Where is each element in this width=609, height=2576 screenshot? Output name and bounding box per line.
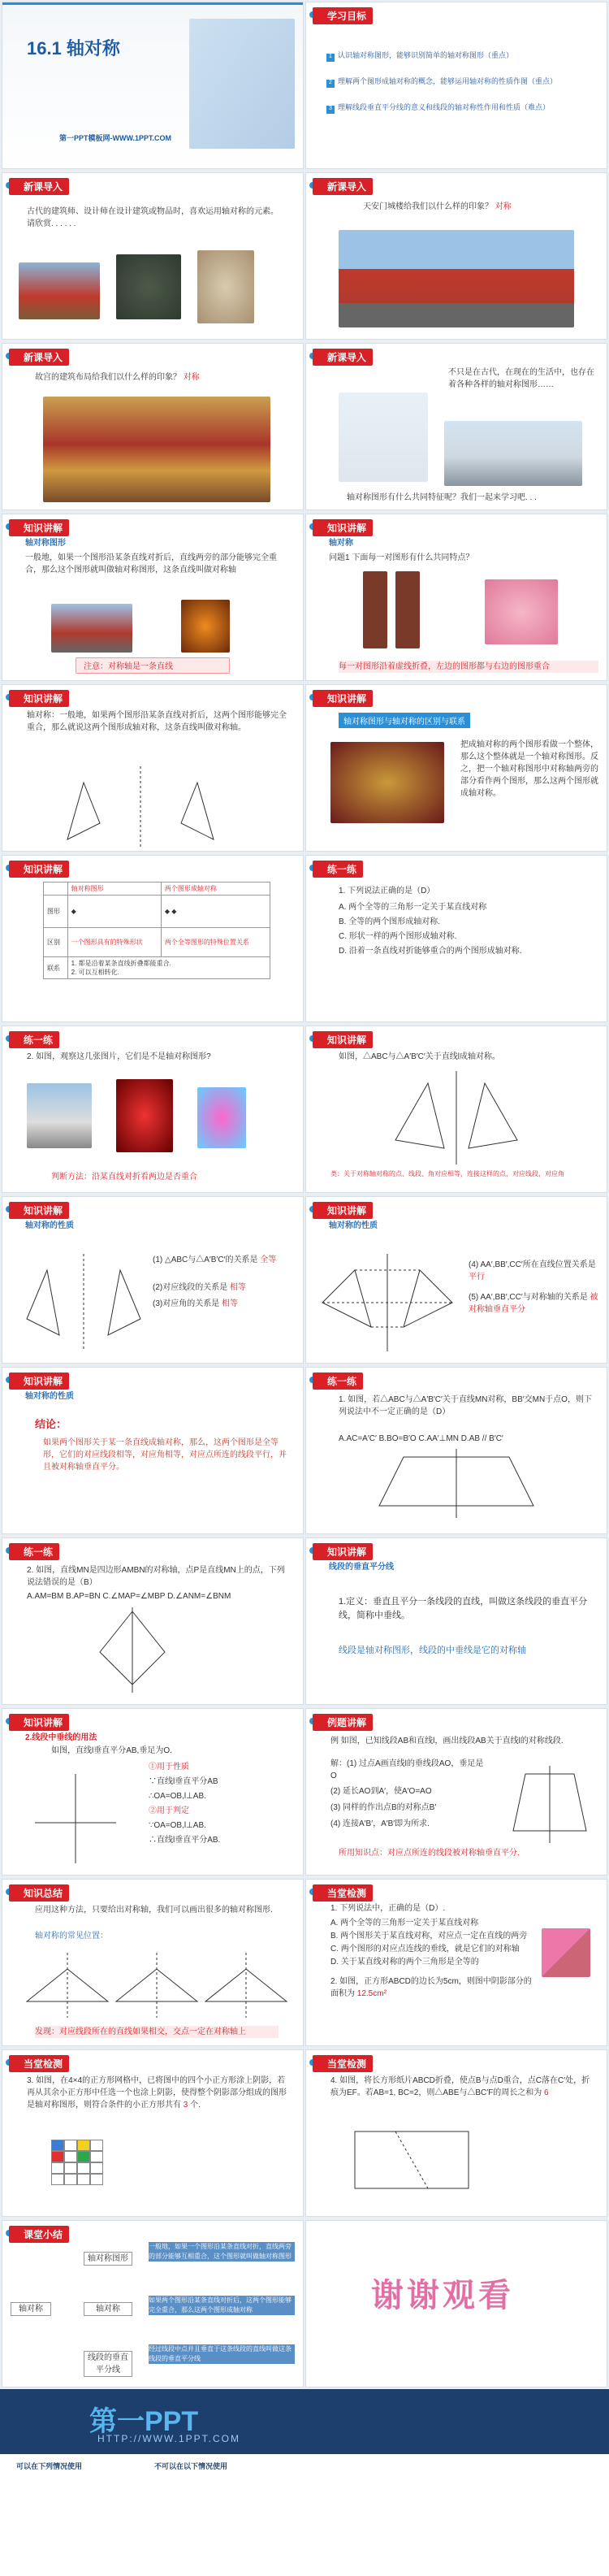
slide-text: 轴对称：一般地，如果两个图形沿某条直线对折后，这两个图形能够完全重合，那么就说这两个图形成轴对称，这条直线叫做对称轴。 [27, 711, 287, 732]
property-label: (1) △ABC与△A′B′C′的关系是 [153, 1255, 258, 1264]
header-tag: 新课导入 [313, 178, 373, 195]
fold-figure [306, 2050, 607, 2217]
leaf-node: 一般地，如果一个图形沿某条直线对折，直线两旁的部分能够互相重合，这个图形就叫做轴对称图形 [149, 2242, 295, 2262]
slide-intro-4[interactable] [305, 343, 607, 510]
slide-conclusion[interactable] [2, 1367, 304, 1534]
table-row-label: 联系 [44, 957, 68, 979]
triangles-figure [306, 1197, 469, 1364]
slide-practice-4[interactable] [2, 1537, 304, 1705]
property-label: (5) AA′,BB′,CC′与对称轴的关系是 [469, 1293, 588, 1302]
step-line: (3) 同样的作出点B的对称点B′ [330, 1803, 437, 1812]
square-figure [542, 1928, 590, 1977]
note-text: 每一对图形沿着虚线折叠，左边的图形都与右边的图形重合 [339, 661, 598, 673]
slide-goals[interactable] [305, 2, 607, 169]
option-c: C. 两个图形的对应点连线的垂线，就是它们的对称轴 [330, 1945, 520, 1954]
table-cell [67, 957, 270, 979]
header-tag: 知识讲解 [313, 1031, 373, 1048]
property-answer: 相等 [222, 1299, 239, 1308]
slide-subtitle: 轴对称的性质 [25, 1221, 74, 1230]
forbidden-city-image [43, 397, 270, 502]
palace-image [51, 604, 132, 653]
slide-intro-1[interactable] [2, 172, 304, 340]
header-tag: 知识讲解 [313, 519, 373, 536]
slide-summary[interactable] [2, 2220, 304, 2387]
slide-header [2, 2053, 108, 2071]
question-label: 3. 如图，在4×4的正方形网格中，已将图中的四个小正方形涂上阴影，若再从其余小正方形中任选一个也涂上阴影，使得整个阴影部分组成的图形是轴对称图形，则符合条件的小正方形共有 [27, 2076, 287, 2110]
step-line: ∵OA=OB,l⊥AB. [149, 1821, 206, 1830]
decor-shape [189, 19, 295, 149]
header-tag: 知识讲解 [313, 1202, 373, 1219]
kite-figure [2, 1538, 304, 1705]
table-cell: 一个图形具有的特殊形状 [67, 928, 161, 957]
step-line: (2) 延长AO到A′，使A′O=AO [330, 1787, 432, 1796]
goal-item: 2 理解两个图形成轴对称的概念，能够运用轴对称的性质作图（重点） [326, 76, 557, 88]
note-text: 发现：对应线段所在的直线如果相交，交点一定在对称轴上 [35, 2026, 279, 2038]
property-line [153, 1298, 299, 1310]
slide-practice-2[interactable] [2, 1026, 304, 1193]
top-bar [2, 2, 303, 5]
header-tag: 知识讲解 [9, 519, 69, 536]
hall-image [444, 421, 582, 486]
question-text: 1. 下列说法正确的是（D） [339, 887, 435, 896]
question-text: 天安门城楼给我们以什么样的印象？ [363, 202, 493, 211]
footer-info-band [0, 2454, 609, 2576]
slide-practice-1[interactable] [305, 855, 607, 1022]
property-answer: 相等 [230, 1283, 247, 1292]
slide-text: 线段是轴对称图形，线段的中垂线是它的对称轴 [339, 1646, 526, 1655]
question-label: 4. 如图，将长方形纸片ABCD折叠，使点B与点D重合，点C落在C′处，折痕为EF。若AB=1, BC=2，则△ABE与△BC′F的周长之和为 [330, 2076, 590, 2097]
answer-unit: 个. [190, 2101, 201, 2110]
step-line: ∴直线l垂直平分AB. [149, 1836, 221, 1845]
slide-header [2, 859, 108, 877]
slide-property-2[interactable] [2, 1196, 304, 1364]
option-c: C. 形状一样的两个图形成轴对称. [339, 932, 457, 941]
goal-item: 1 认识轴对称图形，能够识别简单的轴对称图形（重点） [326, 50, 513, 62]
question-text: 问题1 下面每一对图形有什么共同特点？ [329, 553, 474, 562]
door-image [363, 571, 387, 648]
table-head: 两个图形成轴对称 [161, 883, 270, 896]
link-line: 1. 都是沿着某条直线折叠都能重合. [71, 960, 171, 967]
slide-header [306, 688, 412, 706]
slide-concept-3[interactable] [2, 684, 304, 852]
slide-intro-2[interactable] [305, 172, 607, 340]
goal-text: 理解两个图形成轴对称的概念，能够运用轴对称的性质作图（重点） [338, 77, 558, 85]
tiananmen-image [339, 230, 574, 327]
property-line [153, 1281, 299, 1294]
answer-hint: 对称 [183, 373, 200, 382]
conclusion-head: 结论： [35, 1418, 67, 1430]
answer-text: 6 [544, 2088, 549, 2097]
property-line [153, 1254, 299, 1266]
option-b: B. 两个图形关于某直线对称，对应点一定在直线的两旁 [330, 1932, 528, 1941]
header-tag: 练一练 [313, 861, 363, 878]
slide-text: 例 如图，已知线段AB和直线l，画出线段AB关于直线l的对称线段. [330, 1737, 564, 1746]
option-a: A. 两个全等的三角形一定关于某直线对称 [330, 1919, 479, 1928]
property-answer: 全等 [260, 1255, 277, 1264]
header-tag: 知识讲解 [9, 690, 69, 707]
branch-node: 轴对称 [84, 2302, 132, 2316]
question-text: 2. 如图，观察这几张图片，它们是不是轴对称图形? [27, 1052, 211, 1061]
pinwheel-image [197, 1087, 246, 1148]
property-answer: 被对称轴垂直平分 [469, 1293, 598, 1314]
slide-check-3[interactable] [305, 2049, 607, 2217]
slide-concept-2[interactable] [305, 514, 607, 681]
option-d: D. 沿着一条直线对折能够重合的两个图形成轴对称. [339, 947, 522, 956]
slide-check-2[interactable] [2, 2049, 304, 2217]
slide-bisector-use[interactable] [2, 1708, 304, 1876]
header-tag: 练一练 [313, 1373, 363, 1390]
slide-header [306, 859, 412, 877]
table-cell [44, 883, 68, 896]
property-line [469, 1291, 603, 1316]
slide-header [2, 1030, 108, 1047]
slide-text: 不只是在古代，在现在的生活中，也存在着各种各样的轴对称图形…… [448, 368, 594, 389]
header-tag: 当堂检测 [9, 2055, 69, 2072]
slide-header [306, 6, 412, 24]
footer-url[interactable]: HTTP://WWW.1PPT.COM [97, 2433, 240, 2444]
goal-item: 3 理解线段垂直平分线的意义和线段的轴对称性作用和性质（难点） [326, 102, 550, 114]
property-label: (2)对应线段的关系是 [153, 1283, 228, 1292]
door-image [395, 571, 420, 648]
slide-practice-3[interactable] [305, 1367, 607, 1534]
question-text: 2. 如图，直线MN是四边形AMBN的对称轴，点P是直线MN上的点，下列说法错误的是（B） [27, 1566, 285, 1587]
slide-subtitle: 第一PPT模板网-WWW.1PPT.COM [59, 134, 171, 142]
slide-subtitle: 轴对称的性质 [25, 1392, 74, 1401]
slide-header [306, 176, 412, 194]
link-line: 2. 可以互相转化. [71, 969, 119, 976]
header-tag: 知识讲解 [313, 690, 373, 707]
slide-perp-bisector[interactable] [305, 1537, 607, 1705]
thanks-text: 谢谢观看 [371, 2278, 514, 2314]
header-tag: 例题讲解 [313, 1714, 373, 1731]
header-tag: 当堂检测 [313, 1884, 373, 1902]
slide-header [2, 518, 108, 536]
slide-subtitle: 轴对称的常见位置： [35, 1932, 108, 1941]
slide-subtitle: 轴对称 [329, 539, 353, 548]
trapezoid-figure [306, 1368, 607, 1534]
header-tag: 新课导入 [9, 178, 69, 195]
subtitle-band: 轴对称图形与轴对称的区别与联系 [339, 713, 470, 728]
palace-image [19, 262, 100, 319]
definition-text: 1.定义：垂直且平分一条线段的直线，叫做这条线段的垂直平分线，简称中垂线。 [339, 1597, 588, 1620]
triangles-figure [2, 685, 304, 852]
compare-table [43, 882, 270, 979]
question-text [27, 2075, 287, 2111]
header-tag: 知识讲解 [313, 1543, 373, 1560]
leaf-node: 经过线段中点并且垂直于这条线段的直线叫做这条线段的垂直平分线 [149, 2344, 295, 2364]
slide-subtitle: 2.线段中垂线的用法 [25, 1733, 97, 1742]
slide-question [363, 201, 558, 213]
footer-brand: 第一PPT [89, 2406, 199, 2437]
step-line: 解：(1) 过点A画直线l的垂线段AO，垂足是O [330, 1759, 484, 1780]
step-line: ①用于性质 [149, 1763, 189, 1772]
goal-text: 认识轴对称图形，能够识别简单的轴对称图形（重点） [338, 51, 514, 59]
options-line: A.AM=BM B.AP=BN C.∠MAP=∠MBP D.∠ANM=∠BNM [27, 1592, 231, 1601]
footer-left-head: 可以在下列情况使用 [16, 2462, 83, 2470]
header-tag: 练一练 [9, 1543, 59, 1560]
answer-text: 12.5cm² [356, 1989, 387, 1998]
vase-image [197, 250, 254, 323]
note-text: 注意：对称轴是一条直线 [84, 662, 173, 671]
slide-summary-knowledge[interactable] [2, 1879, 304, 2046]
slide-bottom-text: 轴对称图形有什么共同特征呢？我们一起来学习吧. . . [347, 493, 537, 502]
slide-property-3[interactable] [305, 1196, 607, 1364]
slide-header [306, 1542, 412, 1559]
slide-text: 如图，△ABC与△A′B′C′关于直线l成轴对称。 [339, 1052, 500, 1061]
bisector-figure [2, 1709, 132, 1876]
step-line: ∵直线l垂直平分AB [149, 1777, 218, 1786]
question-text: 1. 下列说法中，正确的是（D）. [330, 1904, 446, 1913]
slide-header [2, 1371, 108, 1389]
footer-banner [0, 2389, 609, 2576]
property-label: (4) AA′,BB′,CC′所在直线位置关系是 [469, 1260, 596, 1269]
question-label: 2. 如图，正方形ABCD的边长为5cm，则图中阴影部分的面积为 [330, 1977, 532, 1998]
grid-figure [51, 2140, 103, 2185]
positions-figure [2, 1880, 304, 2046]
option-d: D. 关于某直线对称的两个三角形是全等的 [330, 1958, 479, 1967]
question-text: 1. 如图，若△ABC与△A′B′C′关于直线MN对称，BB′交MN于点O，则下列说法中不一定正确的是（D） [339, 1395, 592, 1416]
butterfly-image [181, 600, 230, 653]
question-text [330, 1975, 533, 2000]
slide-text: 一般地，如果一个图形沿某条直线对折后，直线两旁的部分能够完全重合，那么这个图形就叫做轴对称图形，这条直线叫做对称轴 [25, 553, 277, 575]
slide-compare-table[interactable] [2, 855, 304, 1022]
step-line: ∴OA=OB,l⊥AB. [149, 1792, 206, 1801]
question-text: 故宫的建筑布局给我们以什么样的印象？ [35, 373, 181, 382]
slide-subtitle: 轴对称的性质 [329, 1221, 378, 1230]
header-tag: 知识讲解 [9, 1714, 69, 1731]
header-tag: 新课导入 [9, 349, 69, 366]
slide-intro-3[interactable] [2, 343, 304, 510]
mask-image [116, 1079, 173, 1152]
option-b: B. 全等的两个图形成轴对称. [339, 917, 441, 926]
branch-node: 轴对称图形 [84, 2252, 132, 2266]
header-tag: 练一练 [9, 1031, 59, 1048]
table-row-label: 图形 [44, 896, 68, 928]
table-cell: ◆ ◆ [161, 896, 270, 928]
table-row-label: 区别 [44, 928, 68, 957]
slide-header [2, 176, 108, 194]
header-tag: 课堂小结 [9, 2226, 69, 2243]
table-cell: 两个全等图形的特殊位置关系 [161, 928, 270, 957]
answer-text: 3 [183, 2101, 188, 2110]
slide-title[interactable] [2, 2, 304, 169]
slide-concept-1[interactable] [2, 514, 304, 681]
slide-concept-4[interactable] [305, 684, 607, 852]
slide-text: 应用这种方法，只要给出对称轴，我们可以画出很多的轴对称图形. [35, 1906, 273, 1915]
slide-main-title: 16.1 轴对称 [27, 38, 120, 59]
slide-header [306, 347, 412, 365]
property-label: (3)对应角的关系是 [153, 1299, 220, 1308]
root-node: 轴对称 [11, 2302, 51, 2316]
step-line: (4) 连接A′B′，A′B′即为所求. [330, 1819, 430, 1828]
header-tag: 学习目标 [313, 7, 373, 24]
slide-example[interactable] [305, 1708, 607, 1876]
bronze-image [116, 254, 181, 319]
property-answer: 平行 [469, 1273, 485, 1281]
conclusion-text: 如果两个图形关于某一条直线成轴对称，那么，这两个图形是全等形，它们的对应线段相等，对应角相等，对应点所连的线段平行，并且被对称轴垂直平分。 [43, 1438, 287, 1472]
slide-header [2, 2224, 108, 2242]
flag-image [339, 392, 428, 482]
note-text: 所用知识点：对应点所连的线段被对称轴垂直平分. [339, 1849, 520, 1858]
header-tag: 知识讲解 [9, 861, 69, 878]
slide-thanks[interactable] [305, 2220, 607, 2387]
slide-header [306, 518, 412, 536]
header-tag: 知识讲解 [9, 1202, 69, 1219]
leaf-node: 如果两个图形沿某条直线对折后，这两个图形能够完全重合，那么这两个图形成轴对称 [149, 2296, 295, 2315]
step-line: ②用于判定 [149, 1806, 189, 1815]
peppa-image [485, 579, 558, 644]
slide-text: 如图，直线l垂直平分AB,垂足为O. [51, 1746, 172, 1755]
triangles-figure [2, 1197, 165, 1364]
table-head: 轴对称图形 [67, 883, 161, 896]
options-line: A.AC=A′C′ B.BO=B′O C.AA′⊥MN D.AB // B′C′ [339, 1434, 503, 1443]
property-line [469, 1259, 603, 1283]
note-text: 判断方法：沿某直线对折看两边是否重合 [51, 1173, 197, 1182]
slide-header [2, 347, 108, 365]
header-tag: 知识讲解 [9, 1373, 69, 1390]
slide-subtitle: 线段的垂直平分线 [329, 1563, 394, 1572]
triangles-figure [306, 1026, 607, 1193]
goal-text: 理解线段垂直平分线的意义和线段的轴对称性作用和性质（难点） [338, 103, 551, 111]
slide-text: 把成轴对称的两个图形看做一个整体，那么这个整体就是一个轴对称图形。反之，把一个轴对称图形中对称轴两旁的部分看作两个图形，那么这两个图形就成轴对称。 [460, 740, 598, 798]
footer-right-head: 不可以在以下情况使用 [154, 2462, 228, 2470]
table-cell: ◆ [67, 896, 161, 928]
note-text: 类：关于对称轴对称的点、线段、角对应相等，连接这样的点，对应线段，对应角 [330, 1170, 564, 1177]
answer-hint: 对称 [495, 202, 512, 211]
header-tag: 知识总结 [9, 1884, 69, 1902]
door-knocker-image [330, 742, 444, 823]
slide-question [35, 371, 279, 384]
header-tag: 当堂检测 [313, 2055, 373, 2072]
branch-node: 线段的垂直平分线 [84, 2351, 132, 2377]
slide-check-1[interactable] [305, 1879, 607, 2046]
slide-header [306, 1883, 412, 1901]
slide-property-1[interactable] [305, 1026, 607, 1193]
slide-text: 古代的建筑师、设计师在设计建筑或物品时，喜欢运用轴对称的元素。请欣赏. . . . . . [27, 207, 279, 228]
slide-subtitle: 轴对称图形 [25, 539, 66, 548]
option-a: A. 两个全等的三角形一定关于某直线对称 [339, 903, 487, 912]
header-tag: 新课导入 [313, 349, 373, 366]
building-image [27, 1083, 92, 1148]
